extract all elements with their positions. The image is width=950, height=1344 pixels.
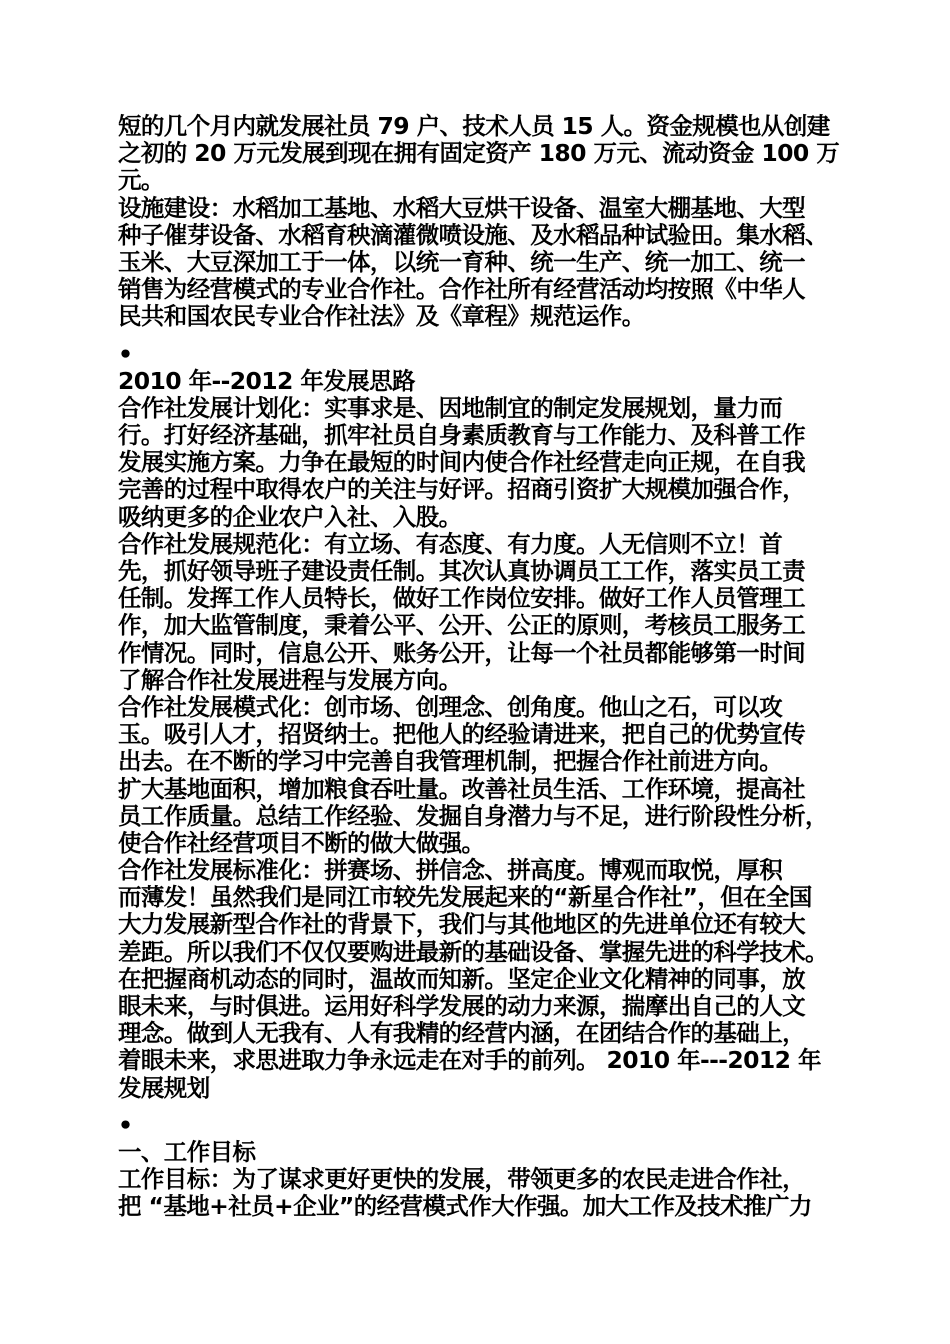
text-line: 使合作社经营项目不断的做大做强。 — [118, 828, 485, 857]
text-line: 先，抓好领导班子建设责任制。其次认真协调员工工作，落实员工责 — [118, 557, 805, 585]
document-body — [118, 113, 848, 1221]
text-line: 短的几个月内就发展社员 79 户、技术人员 15 人。资金规模也从创建 — [118, 112, 830, 140]
text-line: 了解合作社发展进程与发展方向。 — [118, 665, 462, 694]
text-line: 差距。所以我们不仅仅要购进最新的基础设备、掌握先进的科学技术。 — [118, 937, 828, 966]
bullet-marker: • — [118, 339, 133, 368]
text-line: 扩大基地面积，增加粮食吞吐量。改善社员生活、工作环境，提高社 — [118, 774, 805, 803]
text-line: 种子催芽设备、水稻育秧滴灌微喷设施、及水稻品种试验田。集水稻、 — [118, 220, 828, 249]
text-line: 完善的过程中取得农户的关注与好评。招商引资扩大规模加强合作， — [118, 475, 805, 504]
text-line: 作，加大监管制度，秉着公平、公开、公正的原则，考核员工服务工 — [118, 611, 805, 640]
text-line: 设施建设：水稻加工基地、水稻大豆烘干设备、温室大棚基地、大型 — [118, 193, 805, 222]
text-line: 玉。吸引人才，招贤纳士。把他人的经验请进来，把自己的优势宣传 — [118, 720, 805, 749]
section-heading: 一、工作目标 — [118, 1137, 256, 1166]
text-line: 员工作质量。总结工作经验、发掘自身潜力与不足，进行阶段性分析， — [118, 801, 828, 830]
text-line: 玉米、大豆深加工于一体，以统一育种、统一生产、统一加工、统一 — [118, 247, 805, 276]
text-line: 合作社发展计划化：实事求是、因地制宜的制定发展规划，量力而 — [118, 393, 783, 422]
text-line: 发展规划 — [118, 1073, 210, 1102]
text-line: 民共和国农民专业合作社法》及《章程》规范运作。 — [118, 302, 645, 331]
text-line: 在把握商机动态的同时，温故而知新。坚定企业文化精神的同事，放 — [118, 964, 805, 993]
text-line: 出去。在不断的学习中完善自我管理机制，把握合作社前进方向。 — [118, 747, 783, 776]
text-line: 作情况。同时，信息公开、账务公开，让每一个社员都能够第一时间 — [118, 638, 805, 667]
text-line: 合作社发展规范化：有立场、有态度、有力度。人无信则不立！首 — [118, 529, 783, 558]
text-line: 合作社发展模式化：创市场、创理念、创角度。他山之石，可以攻 — [118, 692, 783, 721]
text-line: 工作目标：为了谋求更好更快的发展，带领更多的农民走进合作社， — [118, 1165, 805, 1194]
text-line: 理念。做到人无我有、人有我精的经营内涵，在团结合作的基础上， — [118, 1019, 805, 1048]
text-line: 把 “基地+社员+企业”的经营模式作大作强。加大工作及技术推广力 — [118, 1192, 812, 1221]
text-line: 合作社发展标准化：拼赛场、拼信念、拼高度。博观而取悦，厚积 — [118, 856, 783, 885]
text-line: 之初的 20 万元发展到现在拥有固定资产 180 万元、流动资金 100 万 — [118, 139, 840, 168]
bullet-marker: • — [118, 1110, 133, 1139]
text-line: 而薄发！虽然我们是同江市较先发展起来的“新星合作社”，但在全国 — [118, 883, 812, 912]
text-line: 元。 — [118, 166, 164, 195]
text-line: 着眼未来，求思进取力争永远走在对手的前列。 2010 年---2012 年 — [118, 1046, 821, 1075]
text-line: 大力发展新型合作社的背景下，我们与其他地区的先进单位还有较大 — [118, 910, 805, 939]
blank-line — [118, 1102, 848, 1112]
text-line: 销售为经营模式的专业合作社。合作社所有经营活动均按照《中华人 — [118, 275, 805, 304]
section-heading: 2010 年--2012 年发展思路 — [118, 366, 415, 395]
text-line: 发展实施方案。力争在最短的时间内使合作社经营走向正规，在自我 — [118, 448, 805, 477]
text-line: 吸纳更多的企业农户入社、入股。 — [118, 502, 462, 531]
blank-line — [118, 331, 848, 341]
text-line: 行。打好经济基础，抓牢社员自身素质教育与工作能力、及科普工作 — [118, 421, 805, 450]
text-line: 任制。发挥工作人员特长，做好工作岗位安排。做好工作人员管理工 — [118, 584, 805, 613]
text-line: 眼未来，与时俱进。运用好科学发展的动力来源，揣摩出自己的人文 — [118, 992, 805, 1020]
